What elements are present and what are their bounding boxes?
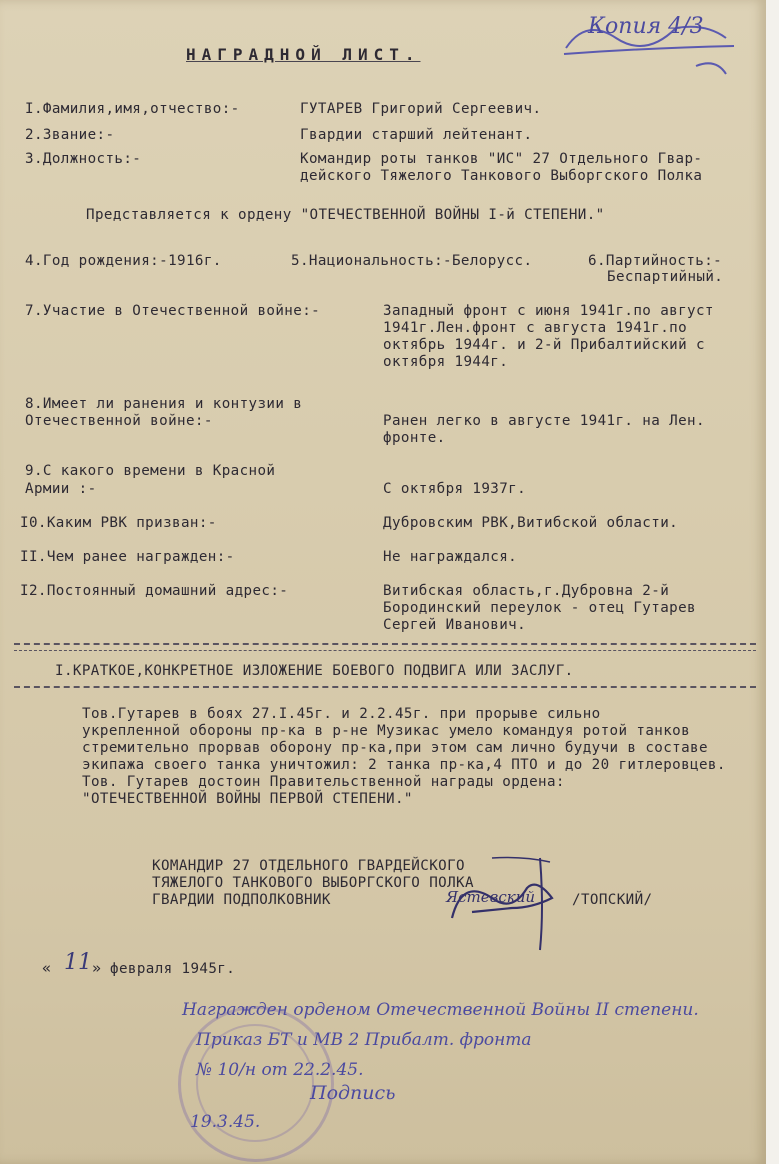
corner-note: Копия 4/3 (588, 14, 704, 39)
nationality: 5.Национальность:-Белорусс. (291, 253, 533, 269)
field-label: I0.Каким РВК призван:- (20, 515, 217, 531)
party-value: Беспартийный. (607, 269, 724, 285)
field-value: Витибская область,г.Дубровна 2-й (383, 583, 670, 599)
narrative-line: Тов.Гутарев в боях 27.I.45г. и 2.2.45г. при прорыве сильно (82, 706, 601, 722)
presentation-line: Представляется к ордену "ОТЕЧЕСТВЕННОЙ ВОЙНЫ I-й СТЕПЕНИ." (86, 207, 605, 223)
field-value: Ранен легко в августе 1941г. на Лен. (383, 413, 705, 429)
commander-name: /ТОПСКИЙ/ (572, 892, 653, 908)
date-quote: « (42, 959, 52, 977)
field-label: II.Чем ранее награжден:- (20, 549, 235, 565)
resolution-signature: Подпись (310, 1082, 396, 1104)
divider (14, 643, 756, 645)
resolution-line: Приказ БТ и МВ 2 Прибалт. фронта (196, 1030, 532, 1050)
field-label: Отечественной войне:- (25, 413, 213, 429)
commander-line: ГВАРДИИ ПОДПОЛКОВНИК (152, 892, 331, 908)
field-label: Армии :- (25, 481, 97, 497)
divider (14, 686, 756, 688)
narrative-line: Тов. Гутарев достоин Правительственной награды ордена: (82, 774, 565, 790)
field-value: 1941г.Лен.фронт с августа 1941г.по (383, 320, 688, 336)
section-heading: I.КРАТКОЕ,КОНКРЕТНОЕ ИЗЛОЖЕНИЕ БОЕВОГО ПОДВИГА ИЛИ ЗАСЛУГ. (55, 663, 574, 679)
narrative-line: укрепленной обороны пр-ка в р-не Музикас умело командуя ротой танков (82, 723, 691, 739)
date-rest: февраля 1945г. (110, 961, 236, 977)
field-value: Дубровским РВК,Витибской области. (383, 515, 679, 531)
narrative-line: стремительно прорвав оборону пр-ка,при этом сам лично будучи в составе (82, 740, 708, 756)
field-value: Гвардии старший лейтенант. (300, 127, 533, 143)
field-value: Не награждался. (383, 549, 518, 565)
field-label: 9.С какого времени в Красной (25, 463, 276, 479)
commander-line: ТЯЖЕЛОГО ТАНКОВОГО ВЫБОРГСКОГО ПОЛКА (152, 875, 474, 891)
field-value: октябрь 1944г. и 2-й Прибалтийский с (383, 337, 705, 353)
field-label: I.Фамилия,имя,отчество:- (25, 101, 240, 117)
field-label: 7.Участие в Отечественной войне:- (25, 303, 321, 319)
field-value: Бородинский переулок - отец Гутарев (383, 600, 696, 616)
field-label: 2.Звание:- (25, 127, 115, 143)
party-label: 6.Партийность:- (588, 253, 723, 269)
resolution-date: 19.3.45. (190, 1112, 261, 1132)
narrative-line: "ОТЕЧЕСТВЕННОЙ ВОЙНЫ ПЕРВОЙ СТЕПЕНИ." (82, 791, 413, 807)
field-value: дейского Тяжелого Танкового Выборгского Полка (300, 168, 703, 184)
field-value: фронте. (383, 430, 446, 446)
resolution-line: Награжден орденом Отечественной Войны II степени. (182, 1000, 699, 1020)
birth-year: 4.Год рождения:-1916г. (25, 253, 222, 269)
field-value: Западный фронт с июня 1941г.по август (383, 303, 714, 319)
field-label: 3.Должность:- (25, 151, 142, 167)
field-value: октября 1944г. (383, 354, 509, 370)
field-value: Командир роты танков "ИС" 27 Отдельного Гвар- (300, 151, 703, 167)
field-value: С октября 1937г. (383, 481, 527, 497)
narrative-line: экипажа своего танка уничтожил: 2 танка пр-ка,4 ПТО и до 20 гитлеровцев. (82, 757, 726, 773)
date-quote: » (92, 959, 102, 977)
divider (14, 650, 756, 651)
commander-line: КОМАНДИР 27 ОТДЕЛЬНОГО ГВАРДЕЙСКОГО (152, 858, 465, 874)
field-value: ГУТАРЕВ Григорий Сергеевич. (300, 101, 542, 117)
field-value: Сергей Иванович. (383, 617, 527, 633)
field-label: 8.Имеет ли ранения и контузии в (25, 396, 303, 412)
page-edge (766, 0, 779, 1164)
field-label: I2.Постоянный домашний адрес:- (20, 583, 289, 599)
document-title: НАГРАДНОЙ ЛИСТ. (186, 45, 421, 64)
resolution-line: № 10/н от 22.2.45. (196, 1060, 364, 1080)
date-day: 11 (64, 950, 92, 975)
signature-text: Ястевский (446, 888, 536, 906)
